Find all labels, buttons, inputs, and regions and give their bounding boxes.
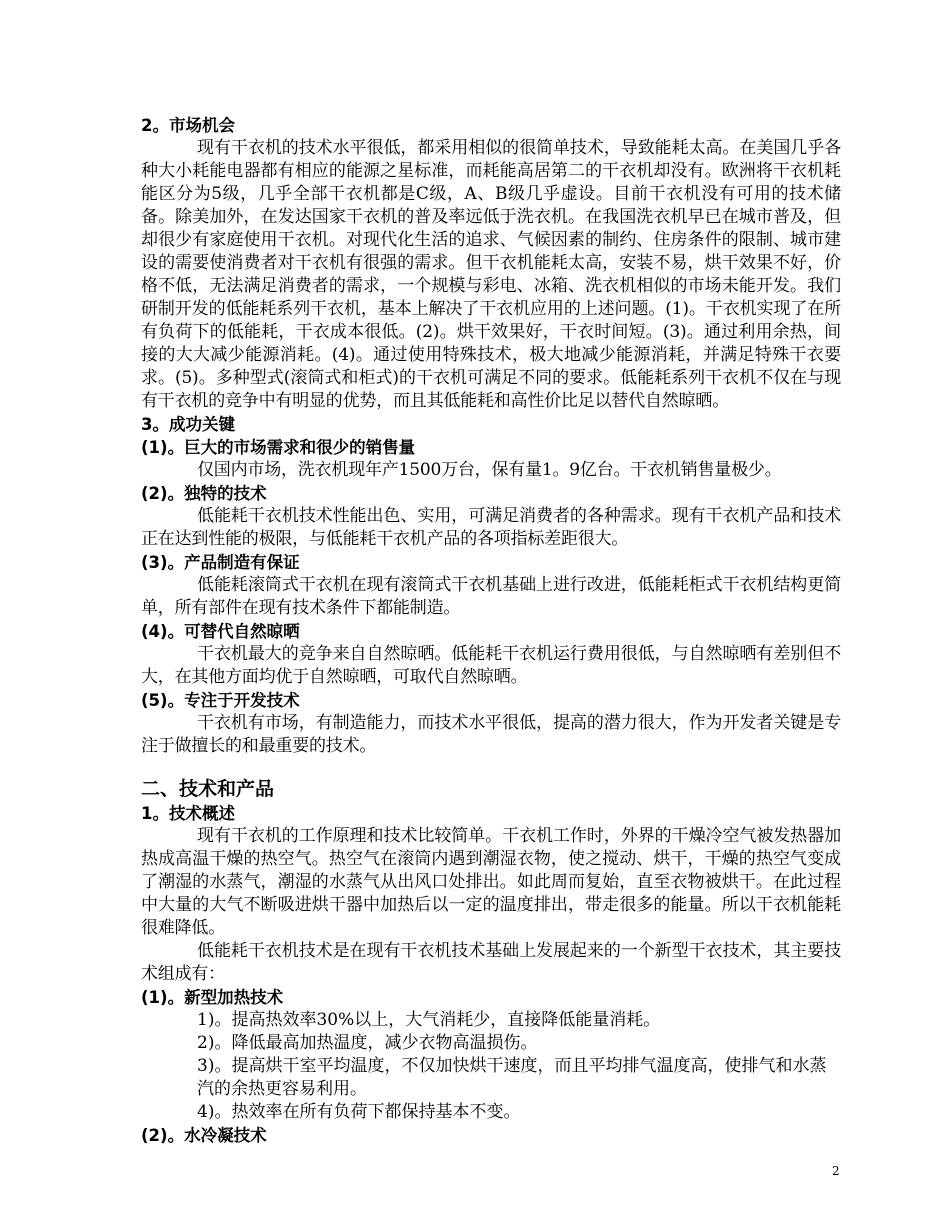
list-item: 3)。提高烘干室平均温度，不仅加快烘干速度，而且平均排气温度高，使排气和水蒸汽的余热更容易利用。 — [197, 1056, 827, 1099]
subsection-heading: (1)。巨大的市场需求和很少的销售量 — [141, 438, 416, 457]
chapter-heading: 二、技术和产品 — [141, 778, 275, 800]
subsection-heading: (5)。专注于开发技术 — [141, 691, 300, 710]
list-item: 1)。提高热效率30%以上，大气消耗少，直接降低能量消耗。 — [197, 1010, 661, 1030]
section-heading: 2。市场机会 — [141, 116, 235, 135]
subsection-heading: (3)。产品制造有保证 — [141, 553, 300, 572]
subsection-heading: (1)。新型加热技术 — [141, 988, 284, 1007]
list-item: 2)。降低最高加热温度，减少衣物高温损伤。 — [197, 1033, 538, 1053]
paragraph: 干衣机最大的竞争来自自然晾晒。低能耗干衣机运行费用很低，与自然晾晒有差别但不大，在其他方面均优于自然晾晒，可取代自然晾晒。 — [141, 644, 841, 687]
paragraph: 仅国内市场，洗衣机现年产1500万台，保有量1。9亿台。干衣机销售量极少。 — [197, 460, 782, 480]
document-body — [141, 114, 841, 1147]
page-number: 2 — [832, 1164, 840, 1178]
list-item: 4)。热效率在所有负荷下都保持基本不变。 — [197, 1102, 521, 1122]
paragraph: 现有干衣机的工作原理和技术比较简单。干衣机工作时，外界的干燥冷空气被发热器加热成高温干燥的热空气。热空气在滚筒内遇到潮湿衣物，使之搅动、烘干，干燥的热空气变成了潮湿的水蒸气，潮湿的水蒸气从出风口处排出。如此周而复始，直至衣物被烘干。在此过程中大量的大气不断吸进烘干器中加热后以一定的温度排出，带走很多的能量。所以干衣机能耗很难降低。 — [141, 826, 841, 938]
paragraph: 低能耗干衣机技术性能出色、实用，可满足消费者的各种需求。现有干衣机产品和技术正在达到性能的极限，与低能耗干衣机产品的各项指标差距很大。 — [141, 506, 841, 549]
subsection-heading: (2)。水冷凝技术 — [141, 1126, 267, 1145]
paragraph: 低能耗干衣机技术是在现有干衣机技术基础上发展起来的一个新型干衣技术，其主要技术组成有： — [141, 941, 841, 984]
section-heading: 3。成功关键 — [141, 415, 235, 434]
subsection-heading: (4)。可替代自然晾晒 — [141, 622, 300, 641]
paragraph: 干衣机有市场，有制造能力，而技术水平很低，提高的潜力很大，作为开发者关键是专注于做擅长的和最重要的技术。 — [141, 713, 841, 756]
paragraph: 现有干衣机的技术水平很低，都采用相似的很简单技术，导致能耗太高。在美国几乎各种大小耗能电器都有相应的能源之星标准，而耗能高居第二的干衣机却没有。欧洲将干衣机耗能区分为5级，几乎全部干衣机都是C级，A、B级几乎虚设。目前干衣机没有可用的技术储备。除美加外，在发达国家干衣机的普及率远低于洗衣机。在我国洗衣机早已在城市普及，但却很少有家庭使用干衣机。对现代化生活的追求、气候因素的制约、住房条件的限制、城市建设的需要使消费者对干衣机有很强的需求。但干衣机能耗太高，安装不易，烘干效果不好，价格不低，无法满足消费者的需求，一个规模与彩电、冰箱、洗衣机相似的市场未能开发。我们研制开发的低能耗系列干衣机，基本上解决了干衣机应用的上述问题。(1)。干衣机实现了在所有负荷下的低能耗，干衣成本很低。(2)。烘干效果好，干衣时间短。(3)。通过利用余热，间接的大大减少能源消耗。(4)。通过使用特殊技术，极大地减少能源消耗，并满足特殊干衣要求。(5)。多种型式(滚筒式和柜式)的干衣机可满足不同的要求。低能耗系列干衣机不仅在与现有干衣机的竞争中有明显的优势，而且其低能耗和高性价比足以替代自然晾晒。 — [141, 138, 841, 411]
subsection-heading: (2)。独特的技术 — [141, 484, 267, 503]
section-heading: 1。技术概述 — [141, 804, 235, 823]
paragraph: 低能耗滚筒式干衣机在现有滚筒式干衣机基础上进行改进，低能耗柜式干衣机结构更简单，所有部件在现有技术条件下都能制造。 — [141, 575, 841, 618]
